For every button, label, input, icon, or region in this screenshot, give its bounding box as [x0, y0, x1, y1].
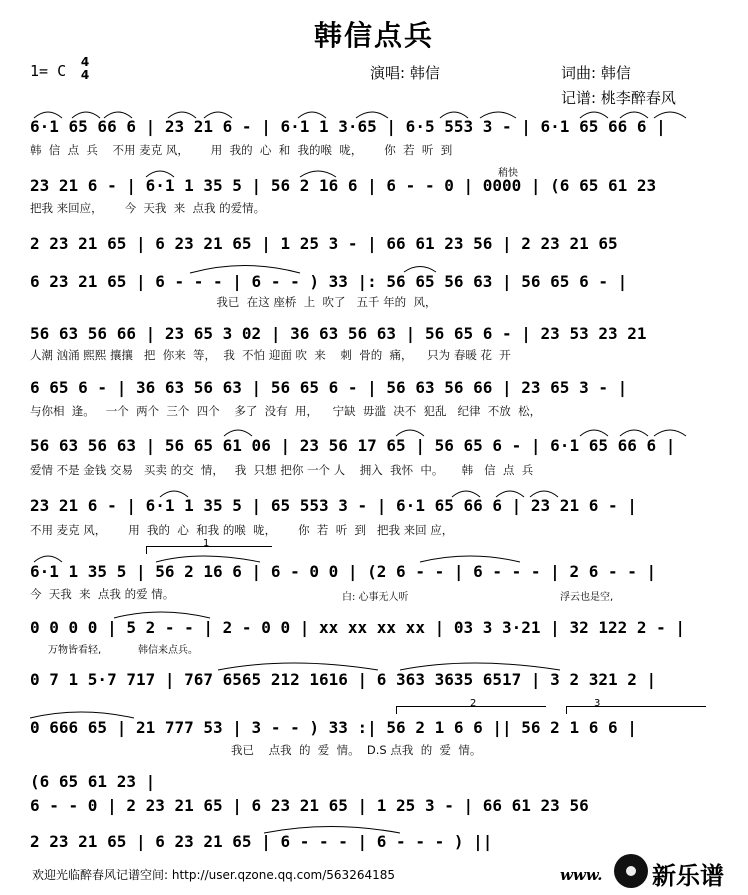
- volta-bracket-2-tick: [396, 706, 397, 714]
- spoken-line-4: 韩信来点兵。: [138, 645, 198, 656]
- notation-row-2: 23 21 6 - | 6·1 1 35 5 | 56 2 16 6 | 6 - - 0 | 0000 | (6 65 61 23: [30, 176, 657, 195]
- notator-credit: 记谱: 桃李醉春风: [561, 89, 676, 107]
- singer-credit: 演唱: 韩信: [370, 64, 440, 82]
- notation-row-4: 6 23 21 65 | 6 - - - | 6 - - ) 33 |: 56 65 56 63 | 56 65 6 - |: [30, 272, 628, 291]
- volta-2-label: 2: [470, 698, 477, 709]
- notation-row-10: 0 0 0 0 | 5 2 - - | 2 - 0 0 | xx xx xx xx | 03 3 3·21 | 32 122 2 - |: [30, 618, 686, 637]
- song-title: 韩信点兵: [313, 19, 434, 52]
- lyrics-row-9: 今 天我 来 点我 的爱 情。: [30, 587, 175, 601]
- lyrics-row-2: 把我 来回应， 今 天我 来 点我 的爱情。: [30, 201, 266, 215]
- lyrics-row-4: 我已 在这 座桥 上 吹了 五千 年的 风，: [30, 295, 437, 309]
- volta-bracket-1-tick: [146, 546, 147, 554]
- logo-www: www.: [560, 866, 603, 884]
- record-disc-icon: [614, 854, 648, 888]
- notation-row-12: 0 666 65 | 21 777 53 | 3 - - ) 33 :| 56 2 1 6 6 || 56 2 1 6 6 |: [30, 718, 637, 737]
- notation-row-6: 6 65 6 - | 36 63 56 63 | 56 65 6 - | 56 63 56 66 | 23 65 3 - |: [30, 378, 628, 397]
- lyrics-row-8: 不用 麦克 风， 用 我的 心 和我 的喉 咙， 你 若 听 到 把我 来回 应，: [30, 523, 454, 537]
- volta-bracket-3-tick: [566, 706, 567, 714]
- lyrics-row-5: 人潮 汹涌 熙熙 攘攘 把 你来 等， 我 不怕 迎面 吹 来 刺 骨的 痛， 只为 春暖 花 开: [30, 348, 511, 362]
- composer-credit: 词曲: 韩信: [561, 64, 631, 82]
- spoken-line-1: 白: 心事无人听: [342, 592, 409, 603]
- notation-row-11: 0 7 1 5·7 717 | 767 6565 212 1616 | 6 363 3635 6517 | 3 2 321 2 |: [30, 670, 657, 689]
- time-signature-bottom: 4: [80, 68, 90, 82]
- tempo-mark: 稍快: [498, 168, 518, 179]
- notation-row-14: 6 - - 0 | 2 23 21 65 | 6 23 21 65 | 1 25 3 - | 66 61 23 56: [30, 796, 589, 815]
- notation-row-15: 2 23 21 65 | 6 23 21 65 | 6 - - - | 6 - - - ) ||: [30, 832, 493, 851]
- footer-text: 欢迎光临醉春风记谱空间: http://user.qzone.qq.com/563264185: [32, 868, 396, 882]
- volta-1-label: 1: [203, 538, 210, 549]
- key-signature: 1= C: [30, 62, 67, 80]
- lyrics-row-12: 我已 点我 的 爱 情。 D.S 点我 的 爱 情。: [30, 743, 482, 757]
- notation-row-8: 23 21 6 - | 6·1 1 35 5 | 65 553 3 - | 6·1 65 66 6 | 23 21 6 - |: [30, 496, 637, 515]
- notation-row-7: 56 63 56 63 | 56 65 61 06 | 23 56 17 65 | 56 65 6 - | 6·1 65 66 6 |: [30, 436, 676, 455]
- site-logo: [560, 852, 746, 892]
- time-signature: [78, 56, 92, 82]
- spoken-line-2: 浮云也是空,: [560, 592, 614, 603]
- lyrics-row-6: 与你相 逢。 一个 两个 三个 四个 多了 没有 用， 宁缺 毋滥 决不 犯乱 纪律 不放 松，: [30, 404, 542, 418]
- notation-row-9: 6·1 1 35 5 | 56 2 16 6 | 6 - 0 0 | (2 6 - - | 6 - - - | 2 6 - - |: [30, 562, 657, 581]
- spoken-line-3: 万物皆看轻,: [48, 645, 102, 656]
- notation-row-5: 56 63 56 66 | 23 65 3 02 | 36 63 56 63 | 56 65 6 - | 23 53 23 21: [30, 324, 647, 343]
- time-signature-top: 4: [80, 55, 90, 69]
- slur-arc: [400, 663, 560, 670]
- slur-arc: [218, 663, 378, 670]
- lyrics-row-1: 韩 信 点 兵 不用 麦克 风， 用 我的 心 和 我的喉 咙， 你 若 听 到: [30, 143, 453, 157]
- logo-brand: 新乐谱: [652, 862, 724, 890]
- notation-row-1: 6·1 65 66 6 | 23 21 6 - | 6·1 1 3·65 | 6·5 553 3 - | 6·1 65 66 6 |: [30, 117, 666, 136]
- volta-bracket-3: [566, 706, 706, 707]
- notation-row-3: 2 23 21 65 | 6 23 21 65 | 1 25 3 - | 66 61 23 56 | 2 23 21 65: [30, 234, 618, 253]
- notation-row-13: (6 65 61 23 |: [30, 772, 156, 791]
- volta-3-label: 3: [594, 698, 601, 709]
- lyrics-row-7: 爱情 不是 金钱 交易 买卖 的交 情， 我 只想 把你 一个 人 拥入 我怀 中。 韩 信 点 兵: [30, 463, 534, 477]
